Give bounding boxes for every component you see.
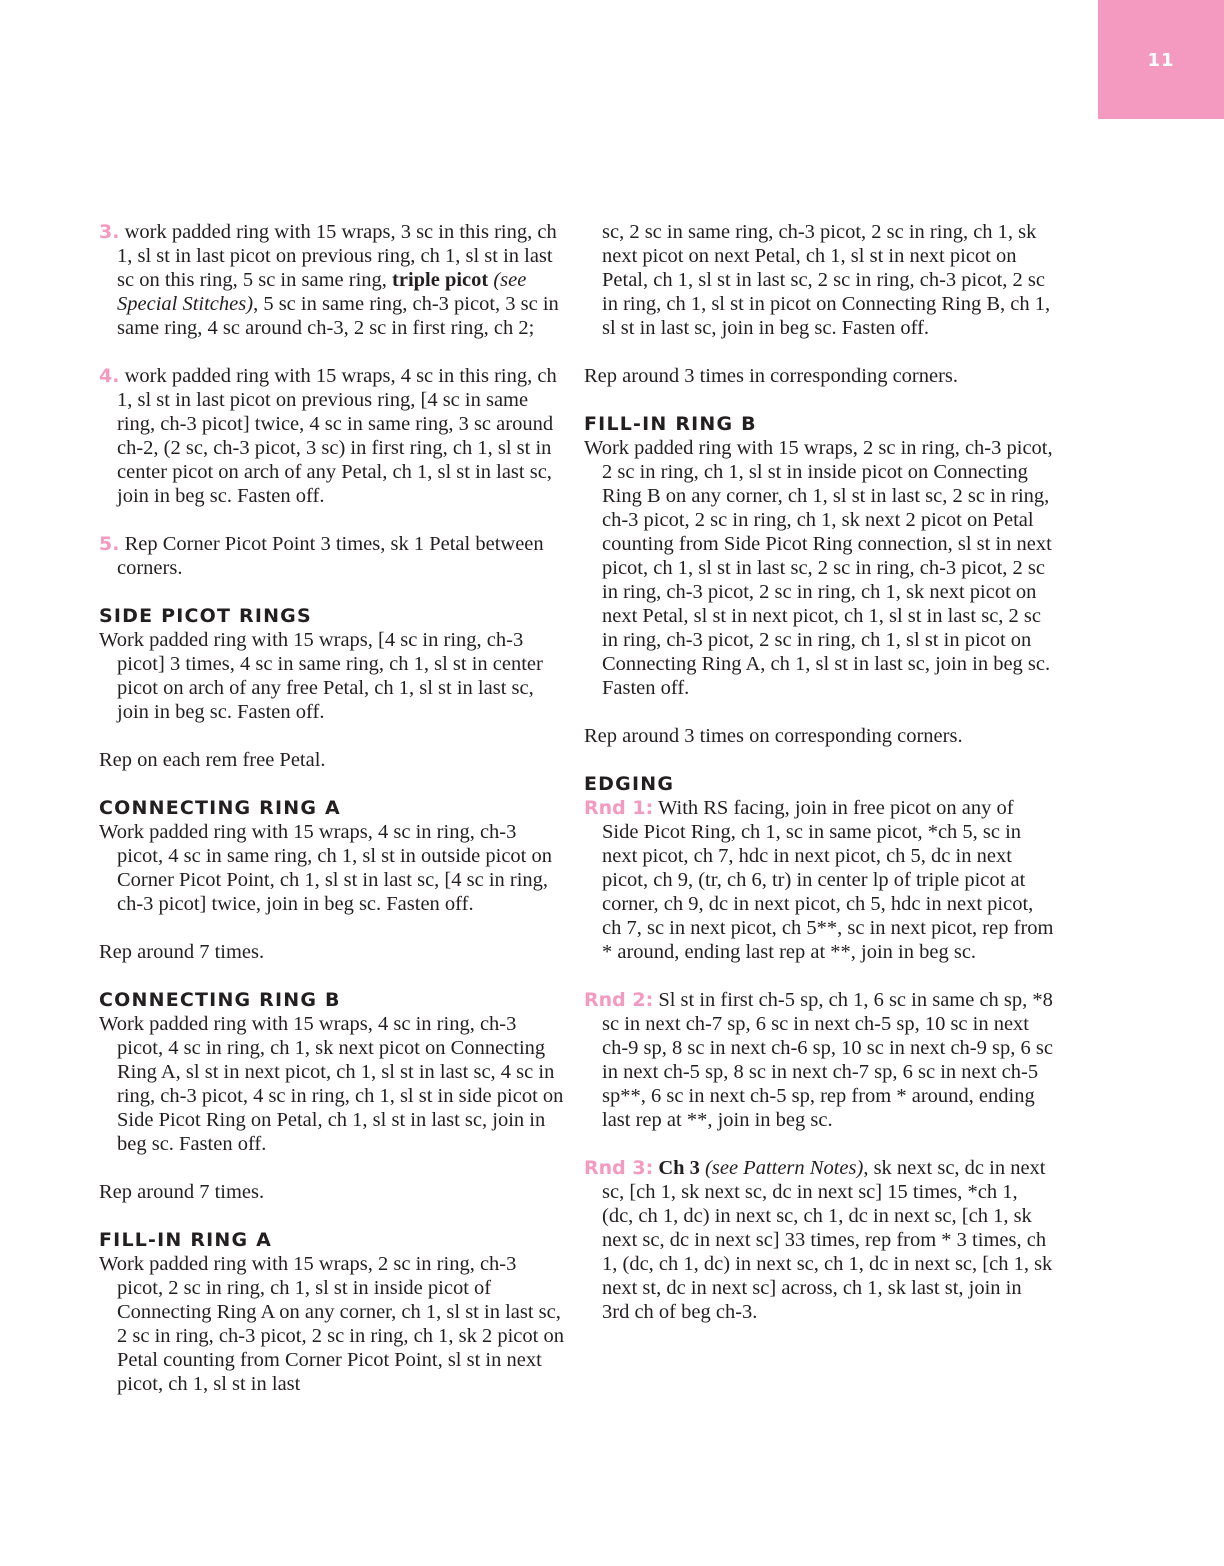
round-text: , sk next sc, dc in next sc, [ch 1, sk next sc, dc in next sc] 15 times, *ch 1, (dc, ch 1, dc) in next sc, ch 1, dc in next sc, [ch 1, sk next sc, dc in next sc] 33 times, rep from * 3 times, ch 1, (dc, ch 1, dc) in next sc, ch 1, dc in next sc, [ch 1, sk next st, dc in next sc] across, ch 1, sk last st, join in 3rd ch of beg ch-3. [602,1157,1053,1323]
round-3 [584,1156,1054,1324]
repeat-note: Rep around 3 times in corresponding corners. [584,365,959,387]
page-number: 11 [1147,50,1175,71]
section-heading: CONNECTING RING B [99,989,341,1011]
page-number-tab [1098,0,1224,119]
repeat-note: Rep around 7 times. [99,941,265,963]
section-body-continued: sc, 2 sc in same ring, ch-3 picot, 2 sc in ring, ch 1, sk next picot on next Petal, ch 1, sl st in next picot on Petal, ch 1, sl st in last sc, 2 sc in ring, ch-3 picot, 2 sc in ring, ch 1, sl st in picot on Connecting Ring B, ch 1, sl st in last sc, join in beg sc. Fasten off. [602,221,1051,339]
section-heading: FILL-IN RING A [99,1229,273,1251]
step-text: Rep Corner Picot Point 3 times, sk 1 Petal between corners. [117,533,544,579]
section-body: Work padded ring with 15 wraps, 2 sc in ring, ch-3 picot, 2 sc in ring, ch 1, sl st in inside picot on Connecting Ring B on any corner, ch 1, sl st in last sc, 2 sc in ring, ch-3 picot, 2 sc in ring, ch 1, sk next 2 picot on Petal counting from Side Picot Ring connection, sl st in next picot, ch 1, sl st in last sc, 2 sc in ring, ch-3 picot, 2 sc in ring, ch-3 picot, 2 sc in ring, ch 1, sk next picot on next Petal, sl st in next picot, ch 1, sl st in last sc, 2 sc in ring, ch-3 picot, 2 sc in ring, ch 1, sl st in picot on Connecting Ring A, ch 1, sl st in last sc, join in beg sc. Fasten off. [584,437,1053,699]
repeat-note: Rep around 7 times. [99,1181,265,1203]
round-1 [584,796,1054,964]
bold-term: triple picot [392,269,489,291]
repeat-note: Rep on each rem free Petal. [99,749,326,771]
section-body: Work padded ring with 15 wraps, 4 sc in ring, ch-3 picot, 4 sc in ring, ch 1, sk next picot on Connecting Ring A, sl st in next picot, ch 1, sl st in last sc, 4 sc in ring, ch-3 picot, 4 sc in ring, ch 1, sl st in side picot on Side Picot Ring on Petal, ch 1, sl st in last sc, join in beg sc. Fasten off. [99,1013,564,1155]
step-4 [99,364,567,508]
round-label: Rnd 2: [584,989,654,1011]
step-text: , 5 sc in same ring, ch-3 picot, 3 sc in same ring, 4 sc around ch-3, 2 sc in first ring, ch 2; [117,293,559,339]
step-text: work padded ring with 15 wraps, 4 sc in this ring, ch 1, sl st in last picot on previous ring, [4 sc in same ring, ch-3 picot] twice, 4 sc in same ring, 3 sc around ch-2, (2 sc, ch-3 picot, 3 sc) in first ring, ch 1, sl st in center picot on arch of any Petal, ch 1, sl st in last sc, join in beg sc. Fasten off. [117,365,557,507]
step-number: 3. [99,221,120,243]
italic-note: (see Pattern Notes) [705,1157,864,1179]
round-2 [584,988,1054,1132]
step-text: work padded ring with 15 wraps, 3 sc in this ring, ch 1, sl st in last picot on previous ring, ch 1, sl st in last sc on this ring, 5 sc in same ring, [117,221,557,291]
section-body: Work padded ring with 15 wraps, 4 sc in ring, ch-3 picot, 4 sc in same ring, ch 1, sl st in outside picot on Corner Picot Point, ch 1, sl st in last sc, [4 sc in ring, ch-3 picot] twice, join in beg sc. Fasten off. [99,821,553,915]
italic-note: (see Special Stitches) [117,269,527,315]
bold-term: Ch 3 [658,1157,700,1179]
left-column [99,220,567,1420]
round-label: Rnd 1: [584,797,654,819]
repeat-note: Rep around 3 times on corresponding corners. [584,725,963,747]
step-number: 4. [99,365,120,387]
right-column [584,220,1054,1348]
round-text: With RS facing, join in free picot on any of Side Picot Ring, ch 1, sc in same picot, *ch 5, sc in next picot, ch 7, hdc in next picot, ch 5, dc in next picot, ch 9, (tr, ch 6, tr) in center lp of triple picot at corner, ch 9, dc in next picot, ch 5, hdc in next picot, ch 7, sc in next picot, ch 5**, sc in next picot, rep from * around, ending last rep at **, join in beg sc. [602,797,1054,963]
step-3 [99,220,567,340]
section-heading: SIDE PICOT RINGS [99,605,312,627]
step-5 [99,532,567,580]
round-label: Rnd 3: [584,1157,654,1179]
section-heading: FILL-IN RING B [584,413,757,435]
section-heading: EDGING [584,773,675,795]
section-body: Work padded ring with 15 wraps, 2 sc in ring, ch-3 picot, 2 sc in ring, ch 1, sl st in inside picot of Connecting Ring A on any corner, ch 1, sl st in last sc, 2 sc in ring, ch-3 picot, 2 sc in ring, ch 1, sk 2 picot on Petal counting from Corner Picot Point, sl st in next picot, ch 1, sl st in last [99,1253,564,1395]
step-number: 5. [99,533,120,555]
round-text: Sl st in first ch-5 sp, ch 1, 6 sc in same ch sp, *8 sc in next ch-7 sp, 6 sc in next ch-5 sp, 10 sc in next ch-9 sp, 8 sc in next ch-6 sp, 10 sc in next ch-9 sp, 6 sc in next ch-5 sp, 8 sc in next ch-7 sp, 6 sc in next ch-5 sp**, 6 sc in next ch-5 sp, rep from * around, ending last rep at **, join in beg sc. [602,989,1053,1131]
section-heading: CONNECTING RING A [99,797,341,819]
section-body: Work padded ring with 15 wraps, [4 sc in ring, ch-3 picot] 3 times, 4 sc in same ring, ch 1, sl st in center picot on arch of any free Petal, ch 1, sl st in last sc, join in beg sc. Fasten off. [99,629,543,723]
